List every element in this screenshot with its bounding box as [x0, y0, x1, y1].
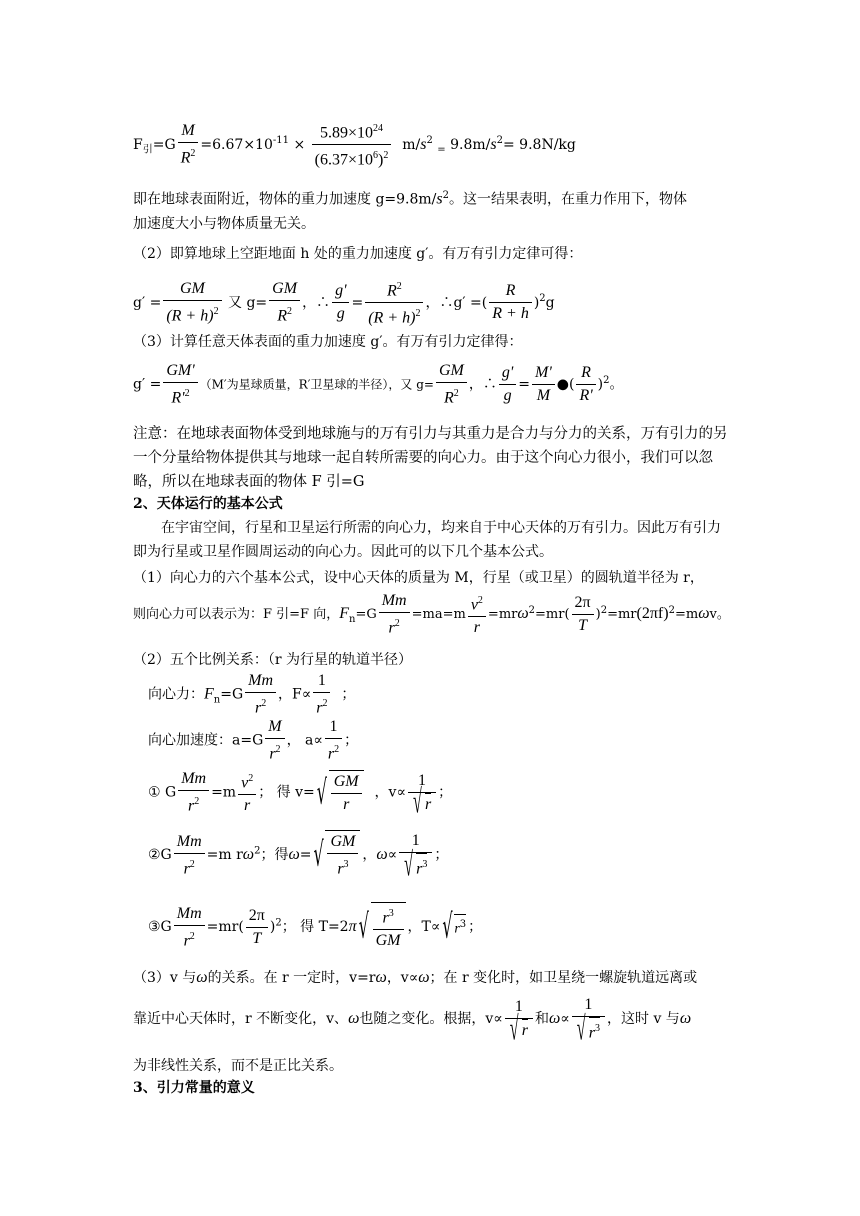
- num-gmp: GM': [163, 360, 197, 383]
- t1: （3）v 与: [133, 970, 197, 986]
- paragraph-5: （1）向心力的六个基本公式，设中心天体的质量为 M，行星（或卫星）的圆轨道半径为 r，: [133, 570, 704, 586]
- section-heading-2: 2、天体运行的基本公式: [133, 496, 283, 512]
- den-r: R: [277, 307, 287, 325]
- den-rh: (R + h): [166, 307, 214, 325]
- exp: 2: [668, 604, 675, 616]
- formula-centripetal: 则向心力可以表示为：F 引=F 向，$F_n=G$ $\frac{Mm}{r^2}$ =ma=m $\frac{v^2}{r}$ =mrω$^2$=mr( $\frac{2\pi}{T}$ )$^2=mr(2\pi f)^2=m\omega v$。: [133, 590, 733, 638]
- num1: 1: [408, 770, 436, 793]
- semicolon: ；: [344, 732, 359, 749]
- exp: 2: [396, 281, 402, 292]
- num2: 1: [572, 994, 605, 1017]
- den-t: T: [252, 929, 262, 947]
- exp: 2: [189, 930, 195, 942]
- text: 即在地球表面附近，物体的重力加速度 g=9.8m/: [133, 191, 437, 208]
- num-r: r: [382, 909, 389, 927]
- den-m: M: [536, 387, 551, 405]
- const-g: =6.67×10: [200, 136, 273, 153]
- exp: 2: [322, 698, 328, 709]
- unit-a: m/: [402, 136, 421, 153]
- times: ×: [293, 136, 306, 153]
- mr3: =mr: [607, 607, 637, 623]
- num-mp: M': [532, 362, 555, 385]
- v-end: v。: [709, 607, 730, 623]
- eq-mr: =mr(: [206, 919, 244, 936]
- eq-g: =G: [152, 136, 176, 153]
- sub-n: n: [348, 613, 356, 625]
- period: 。: [609, 376, 624, 393]
- paren: ): [377, 151, 384, 169]
- therefore2: ，∴g′ =(: [425, 294, 488, 311]
- exp: 2: [184, 388, 190, 399]
- den: r: [188, 797, 195, 815]
- unit-s: s: [420, 135, 427, 153]
- exp: 2: [528, 604, 536, 616]
- text-b: 。这一结果表明，在重力作用下，物体: [449, 191, 688, 208]
- prop: ，v∝: [374, 784, 406, 801]
- ratio-period: [148, 902, 748, 958]
- num-r: R: [386, 282, 397, 300]
- t1: 靠近中心天体时，r 不断变化，v、: [133, 1011, 349, 1028]
- den: r: [183, 931, 190, 949]
- num-gm2: GM: [269, 278, 300, 301]
- ratio-omega: [148, 830, 748, 886]
- num-gp: g': [499, 362, 516, 385]
- prefix: 则向心力可以表示为：F 引=F 向，: [133, 607, 340, 623]
- exp: 2: [394, 618, 400, 629]
- num-gm: √ GM: [331, 771, 362, 794]
- exp-g: -11: [272, 135, 289, 147]
- den-g: g: [336, 305, 345, 323]
- exp-rad: 6: [372, 150, 378, 162]
- exp3: 3: [459, 919, 467, 931]
- semicolon: ；: [341, 686, 356, 703]
- exp: 2: [190, 148, 196, 160]
- sub-yin: 引: [142, 144, 153, 156]
- label: ① G: [148, 784, 177, 801]
- ratio-acceleration: [148, 716, 748, 763]
- num: Mm: [174, 831, 205, 854]
- ma: =ma=m: [411, 607, 466, 623]
- r: r: [454, 922, 460, 937]
- t3: ，v∝: [386, 970, 419, 986]
- num1: 1: [505, 996, 533, 1019]
- num-mm: Mm: [379, 590, 410, 613]
- exp-sq: 2: [383, 150, 389, 162]
- unit-s: s: [436, 190, 443, 208]
- den-r: r: [343, 795, 350, 813]
- sub-n: n: [213, 694, 221, 706]
- num-gp: g': [332, 280, 349, 303]
- paragraph-7-cont: [133, 994, 733, 1048]
- exp: 2: [539, 293, 546, 305]
- paragraph-1: [133, 186, 733, 210]
- therefore: ，∴: [468, 376, 497, 393]
- label: 向心加速度：a=G: [148, 732, 264, 749]
- exp: 2: [248, 773, 254, 784]
- dot: ●(: [556, 376, 575, 393]
- exp3: 3: [422, 859, 428, 870]
- formula-g-height: g′ = $\frac{GM}{(R + h)^2}$ 又 g= $\frac{GM}{R^2}$ ，∴ $\frac{g'}{g}$ = $\frac{R^2}{(R + h)^2}$ ，∴g′ =( $\frac{R}{R + h}$ )$^2$g: [133, 276, 733, 324]
- den-r: r: [416, 860, 423, 878]
- mass-earth: 5.89×10: [319, 124, 373, 142]
- den-rpp: R': [579, 387, 593, 405]
- num: M: [178, 120, 199, 143]
- mr2: =mr: [535, 607, 565, 623]
- den: R: [180, 149, 191, 167]
- omega: ω: [242, 846, 255, 864]
- label: 向心力：: [148, 686, 204, 703]
- num-2pi: 2π: [246, 905, 268, 928]
- eq-g: =G: [355, 607, 377, 623]
- num-rr: R: [576, 362, 595, 385]
- f-n: F: [339, 605, 349, 623]
- num-v: v: [470, 596, 478, 614]
- get-t: ； 得 T=2: [281, 919, 349, 936]
- exp-mass: 24: [372, 123, 383, 134]
- fraction-m-r2: [178, 120, 199, 169]
- paragraph-7: [133, 968, 733, 988]
- exp: 2: [603, 375, 610, 387]
- den-r: r: [388, 619, 395, 637]
- fraction-mass-radius: [312, 118, 392, 172]
- den1: r: [316, 699, 323, 717]
- radius-earth: (6.37×10: [314, 151, 373, 169]
- eq-mr: =m r: [206, 847, 243, 864]
- omega3: ω: [679, 1010, 692, 1028]
- ratio-velocity: [148, 768, 748, 820]
- exp: 2: [287, 306, 292, 318]
- section-heading-3: 3、引力常量的意义: [133, 1080, 255, 1096]
- pi: π: [348, 918, 357, 936]
- ratio-force: [148, 670, 748, 717]
- den-rph: R + h: [492, 305, 529, 323]
- exp: 2: [194, 796, 200, 807]
- also-g: 又 g=: [228, 294, 268, 311]
- gprime-eq: g′ =: [133, 294, 162, 311]
- get: ；得: [260, 847, 289, 864]
- prop: ∝: [387, 847, 398, 864]
- gprime-eq: g′ =: [133, 376, 162, 393]
- den-r: r: [337, 860, 344, 878]
- semicolon: ；: [468, 919, 483, 936]
- den-r2: r: [473, 619, 480, 637]
- note-paragraph: 注意：在地球表面物体受到地球施与的万有引力与其重力是合力与分力的关系，万有引力的另一个分量给物体提供其与地球一起自转所需要的向心力。由于这个向心力很小，我们可以忽略，所以在地球表面的物体 F 引=G: [133, 426, 728, 490]
- m4: =m: [674, 607, 699, 623]
- den-rh2: (R + h): [368, 309, 416, 327]
- comma: ，: [362, 847, 377, 864]
- paragraph-3: （3）计算任意天体表面的重力加速度 g′。有万有引力定律得：: [133, 334, 523, 350]
- exp: 2: [275, 744, 281, 755]
- exp: 2: [600, 604, 608, 616]
- num: Mm: [245, 670, 276, 693]
- den-r: R: [444, 389, 454, 407]
- and: 和: [534, 1011, 549, 1028]
- unit-exp: 2: [426, 135, 433, 147]
- omega: ω: [196, 969, 208, 986]
- paren: ): [269, 919, 276, 936]
- prop: ， a∝: [286, 732, 323, 749]
- num1: 1: [325, 716, 342, 739]
- t2: 也随之变化。根据，v∝: [359, 1011, 503, 1028]
- eq-small: =: [437, 144, 446, 156]
- exp: 2: [453, 388, 459, 399]
- prop: ，F∝: [278, 686, 312, 703]
- den-g: g: [503, 387, 512, 405]
- unit-exp2: 2: [496, 135, 503, 147]
- den-r: r: [522, 1019, 528, 1042]
- formula-any-body: g′ = $\frac{GM'}{R'^2}$ （M′为星球质量，R′卫星球的半径），又 g= $\frac{GM}{R^2}$ ，∴ $\frac{g'}{g}$ = $\frac{M'}{M}$ ●( $\frac{R}{R'}$ )$^2$。: [133, 362, 624, 407]
- eq: =: [299, 847, 312, 864]
- omega2: ω: [288, 846, 300, 864]
- exp: 2: [275, 917, 282, 929]
- exp3: 3: [595, 1023, 600, 1034]
- omega2: ω: [375, 969, 387, 986]
- num-r2: R: [489, 280, 532, 303]
- get-v: ； 得 v=: [258, 784, 315, 801]
- omega3: ω: [418, 969, 430, 986]
- num-gm: √ GM: [327, 831, 358, 854]
- label: ③G: [148, 919, 172, 936]
- exp: 2: [415, 308, 421, 320]
- den-gm: GM: [375, 932, 401, 950]
- eq-m: =m: [211, 784, 237, 801]
- semicolon: ；: [438, 784, 453, 801]
- eq-g: =G: [220, 686, 244, 703]
- val-nkg: = 9.8N/kg: [503, 136, 576, 153]
- num-gm: GM: [436, 360, 467, 383]
- two-pi-f: (2πf): [636, 605, 669, 623]
- exp: 2: [213, 306, 219, 318]
- f-n: F: [204, 685, 214, 703]
- exp: 2: [334, 744, 340, 755]
- exp: 2: [477, 595, 483, 606]
- exp: 2: [261, 698, 267, 709]
- den-r: r: [244, 797, 251, 815]
- paragraph-1-cont: 加速度大小与物体质量无关。: [133, 216, 315, 232]
- num1: 1: [313, 670, 330, 693]
- t4: ；在 r 变化时，如卫星绕一螺旋轨道远离或: [429, 970, 698, 986]
- num-gm: GM: [163, 278, 221, 301]
- num-2pi: 2π: [572, 592, 594, 615]
- unit-s2: s: [490, 135, 497, 153]
- omega: ω: [348, 1010, 360, 1028]
- gravity-equation-line: [133, 118, 733, 172]
- num-v: v: [241, 774, 249, 792]
- val-g: 9.8m/: [450, 136, 491, 153]
- prop: ∝: [560, 1011, 570, 1028]
- paragraph-7-end: 为非线性关系，而不是正比关系。: [133, 1058, 343, 1074]
- den-rp: R': [171, 389, 185, 407]
- therefore: ，∴: [302, 294, 331, 311]
- omega2: ω: [548, 1010, 561, 1028]
- exp: 2: [254, 845, 261, 857]
- g-tail: g: [545, 294, 555, 311]
- paren-close: ): [597, 376, 604, 393]
- t2: 的关系。在 r 一定时，v=r: [207, 970, 376, 986]
- num: Mm: [178, 768, 209, 791]
- f-symbol: F: [133, 136, 143, 153]
- exp: 2: [442, 190, 450, 201]
- omega2: ω: [698, 605, 710, 623]
- omega3: ω: [376, 846, 388, 864]
- omega: ω: [517, 605, 529, 623]
- num: M: [265, 716, 284, 739]
- prop: ，T∝: [407, 919, 441, 936]
- den-r: r: [425, 793, 431, 816]
- num1: 1: [399, 830, 432, 853]
- exp3: 3: [388, 908, 394, 919]
- paragraph-6: （2）五个比例关系：（r 为行星的轨道半径）: [133, 652, 413, 668]
- den-r2: r: [588, 1024, 595, 1042]
- den: r: [183, 859, 190, 877]
- den1: r: [327, 745, 335, 763]
- exp: 2: [189, 858, 195, 870]
- den: r: [254, 699, 262, 717]
- label: ②G: [148, 847, 172, 864]
- mr1: =mr: [487, 607, 518, 623]
- note: （M′为星球质量，R′卫星球的半径），又 g=: [199, 377, 434, 392]
- paragraph-4: 在宇宙空间，行星和卫星运行所需的向心力，均来自于中心天体的万有引力。因此万有引力即为行星或卫星作圆周运动的向心力。因此可的以下几个基本公式。: [133, 520, 721, 560]
- semicolon: ；: [434, 847, 449, 864]
- den: r: [269, 745, 276, 763]
- num: Mm: [174, 903, 205, 926]
- exp3: 3: [343, 859, 349, 870]
- paragraph-2: （2）即算地球上空距地面 h 处的重力加速度 g′。有万有引力定律可得：: [133, 246, 583, 262]
- den-t: T: [578, 617, 588, 635]
- t3: ，这时 v 与: [607, 1011, 680, 1028]
